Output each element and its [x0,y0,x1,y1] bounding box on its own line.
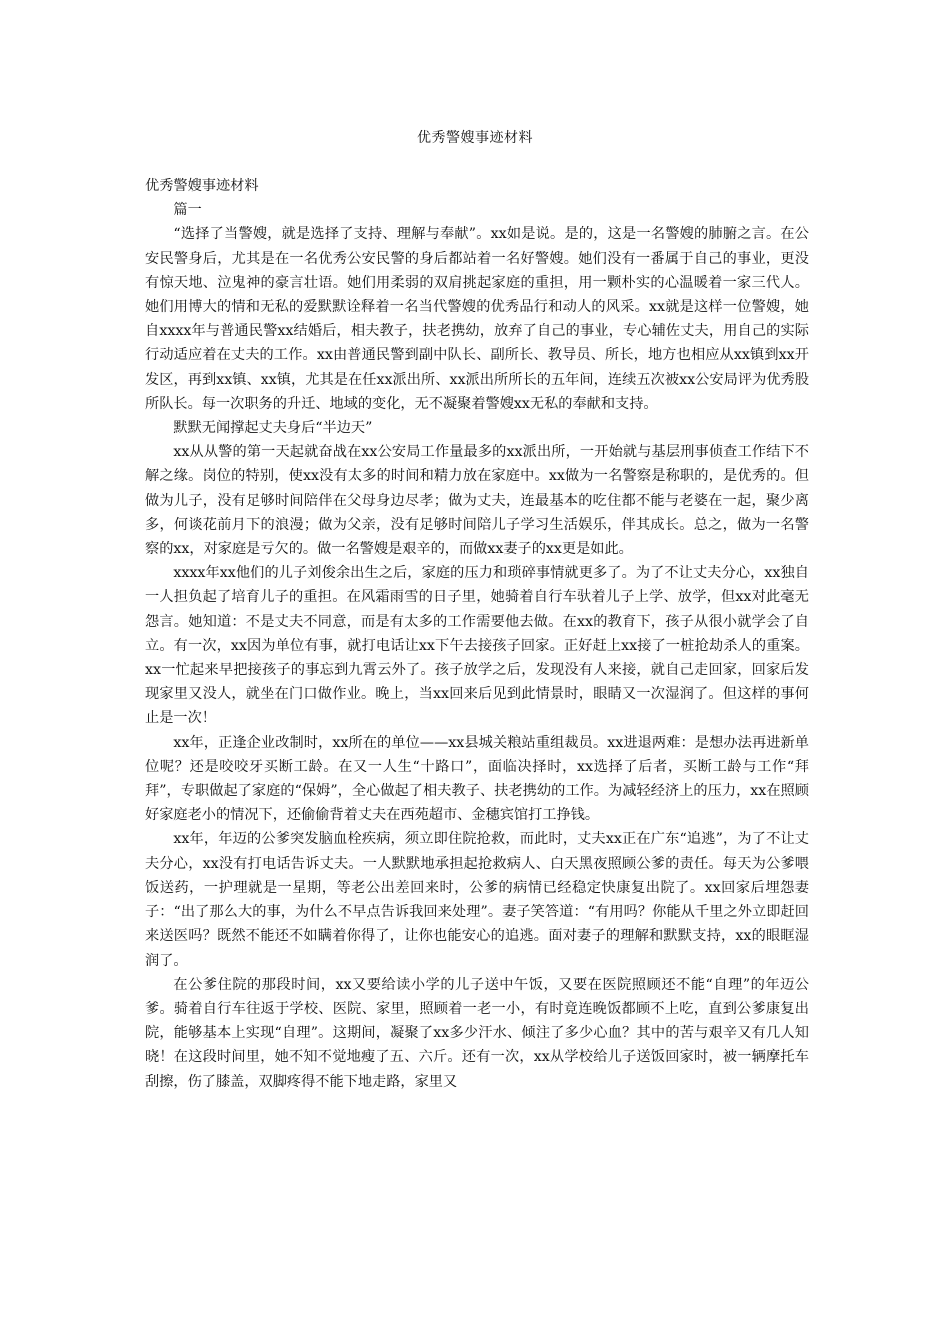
paragraph-4: xx年，正逢企业改制时，xx所在的单位——xx县城关粮站重组裁员。xx进退两难：是想办法再进新单位呢？还是咬咬牙买断工龄。在又一人生“十路口”，面临决择时，xx选择了后者，买断工龄与工作“拜拜”，专职做起了家庭的“保姆”，全心做起了相夫教子、扶老携幼的工作。为减轻经济上的压力，xx在照顾好家庭老小的情况下，还偷偷背着丈夫在西苑超市、金穗宾馆打工挣钱。 [145,734,809,824]
section-heading: 默默无闻撑起丈夫身后“半边天” [173,420,373,437]
document-subtitle: 优秀警嫂事迹材料 [145,178,259,194]
paragraph-5: xx年，年迈的公爹突发脑血栓疾病，须立即住院抢救，而此时，丈夫xx正在广东“追逃”，为了不让丈夫分心，xx没有打电话告诉丈夫。一人默默地承担起抢救病人、白天黑夜照顾公爹的责任。每天为公爹喂饭送药，一护理就是一星期，等老公出差回来时，公爹的病情已经稳定快康复出院了。xx回家后埋怨妻子：“出了那么大的事，为什么不早点告诉我回来处理”。妻子笑答道：“有用吗？你能从千里之外立即赶回来送医吗？既然不能还不如瞒着你得了，让你也能安心的追逃。面对妻子的理解和默默支持，xx的眼眶湿润了。 [145,831,809,969]
paragraph-1: “选择了当警嫂，就是选择了支持、理解与奉献”。xx如是说。是的，这是一名警嫂的肺腑之言。在公安民警身后，尤其是在一名优秀公安民警的身后都站着一名好警嫂。她们没有一番属于自己的事业，更没有惊天地、泣鬼神的豪言壮语。她们用柔弱的双肩挑起家庭的重担，用一颗朴实的心温暖着一家三代人。她们用博大的情和无私的爱默默诠释着一名当代警嫂的优秀品行和动人的风采。xx就是这样一位警嫂，她自xxxx年与普通民警xx结婚后，相夫教子，扶老携幼，放弃了自己的事业，专心辅佐丈夫，用自己的实际行动适应着在丈夫的工作。xx由普通民警到副中队长、副所长、教导员、所长，地方也相应从xx镇到xx开发区，再到xx镇、xx镇，尤其是在任xx派出所、xx派出所所长的五年间，连续五次被xx公安局评为优秀股所队长。每一次职务的升迁、地域的变化，无不凝聚着警嫂xx无私的奉献和支持。 [145,226,810,412]
paragraph-3: xxxx年xx他们的儿子刘俊余出生之后，家庭的压力和琐碎事情就更多了。为了不让丈夫分心，xx独自一人担负起了培育儿子的重担。在风霜雨雪的日子里，她骑着自行车驮着儿子上学、放学，但xx对此毫无怨言。她知道：不是丈夫不同意，而是有太多的工作需要他去做。在xx的教育下，孩子从很小就学会了自立。有一次，xx因为单位有事，就打电话让xx下午去接孩子回家。正好赶上xx接了一桩抢劫杀人的重案。xx一忙起来早把接孩子的事忘到九霄云外了。孩子放学之后，发现没有人来接，就自己走回家，回家后发现家里又没人，就坐在门口做作业。晚上，当xx回来后见到此情景时，眼睛又一次湿润了。但这样的事何止是一次！ [145,565,809,727]
part-label: 篇一 [173,202,202,219]
document-body [145,174,809,1094]
paragraph-2: xx从从警的第一天起就奋战在xx公安局工作量最多的xx派出所，一开始就与基层刑事侦查工作结下不解之缘。岗位的特别，使xx没有太多的时间和精力放在家庭中。xx做为一名警察是称职的，是优秀的。但做为儿子，没有足够时间陪伴在父母身边尽孝；做为丈夫，连最基本的吃住都不能与老婆在一起，聚少离多，何谈花前月下的浪漫；做为父亲，没有足够时间陪儿子学习生活娱乐，伴其成长。总之，做为一名警察的xx，对家庭是亏欠的。做一名警嫂是艰辛的，而做xx妻子的xx更是如此。 [145,444,809,558]
page-title: 优秀警嫂事迹材料 [417,130,533,146]
paragraph-6: 在公爹住院的那段时间，xx又要给读小学的儿子送中午饭，又要在医院照顾还不能“自理”的年迈公爹。骑着自行车往返于学校、医院、家里，照顾着一老一小，有时竟连晚饭都顾不上吃，直到公爹康复出院，能够基本上实现“自理”。这期间，凝聚了xx多少汗水、倾注了多少心血？其中的苦与艰辛又有几人知晓！在这段时间里，她不知不觉地瘦了五、六斤。还有一次，xx从学校给儿子送饭回家时，被一辆摩托车刮擦，伤了膝盖，双脚疼得不能下地走路，家里又 [145,976,809,1090]
